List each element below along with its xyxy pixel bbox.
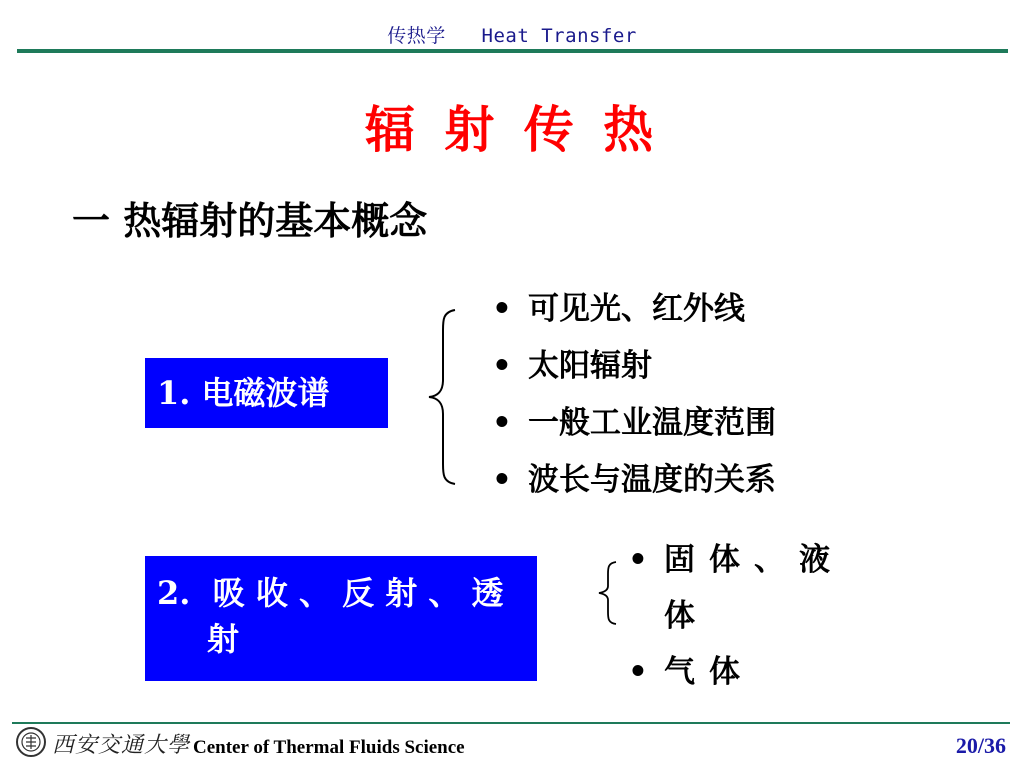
list-item: • 固体、液体 xyxy=(628,532,878,644)
center-name: Center of Thermal Fluids Science xyxy=(193,737,465,758)
absorption-reflection-box xyxy=(145,556,537,681)
slide-title: 辐 射 传 热 xyxy=(364,101,660,159)
bullet-icon: • xyxy=(492,348,512,384)
item2-label-line1: 2. 吸 收 、 反 射 、 透 xyxy=(157,574,504,612)
footer-rule xyxy=(12,722,1010,724)
electromagnetic-spectrum-box: 1. 电磁波谱 xyxy=(145,358,388,428)
bullet-icon: • xyxy=(492,291,512,327)
bullet-icon: • xyxy=(628,654,662,690)
header-title: 传热学 Heat Transfer xyxy=(387,25,637,47)
item1-bullet-list xyxy=(492,285,776,513)
university-logo: 西安交通大學 xyxy=(52,733,191,758)
page-number: 20/36 xyxy=(955,733,1006,758)
list-item: • 波长与温度的关系 xyxy=(492,456,776,513)
left-brace-icon xyxy=(592,560,622,626)
left-brace-icon xyxy=(415,308,465,486)
list-item: • 太阳辐射 xyxy=(492,342,776,399)
list-item: • 一般工业温度范围 xyxy=(492,399,776,456)
section-heading: 一 热辐射的基本概念 xyxy=(72,199,428,243)
bullet-icon: • xyxy=(628,542,662,578)
item2-label-line2: 射 xyxy=(207,620,240,658)
list-item: • 气体 xyxy=(628,644,878,700)
list-item: • 可见光、红外线 xyxy=(492,285,776,342)
bullet-icon: • xyxy=(492,405,512,441)
university-seal-icon xyxy=(16,727,46,757)
header-rule xyxy=(17,49,1008,53)
item2-bullet-list xyxy=(628,532,878,700)
bullet-icon: • xyxy=(492,462,512,498)
